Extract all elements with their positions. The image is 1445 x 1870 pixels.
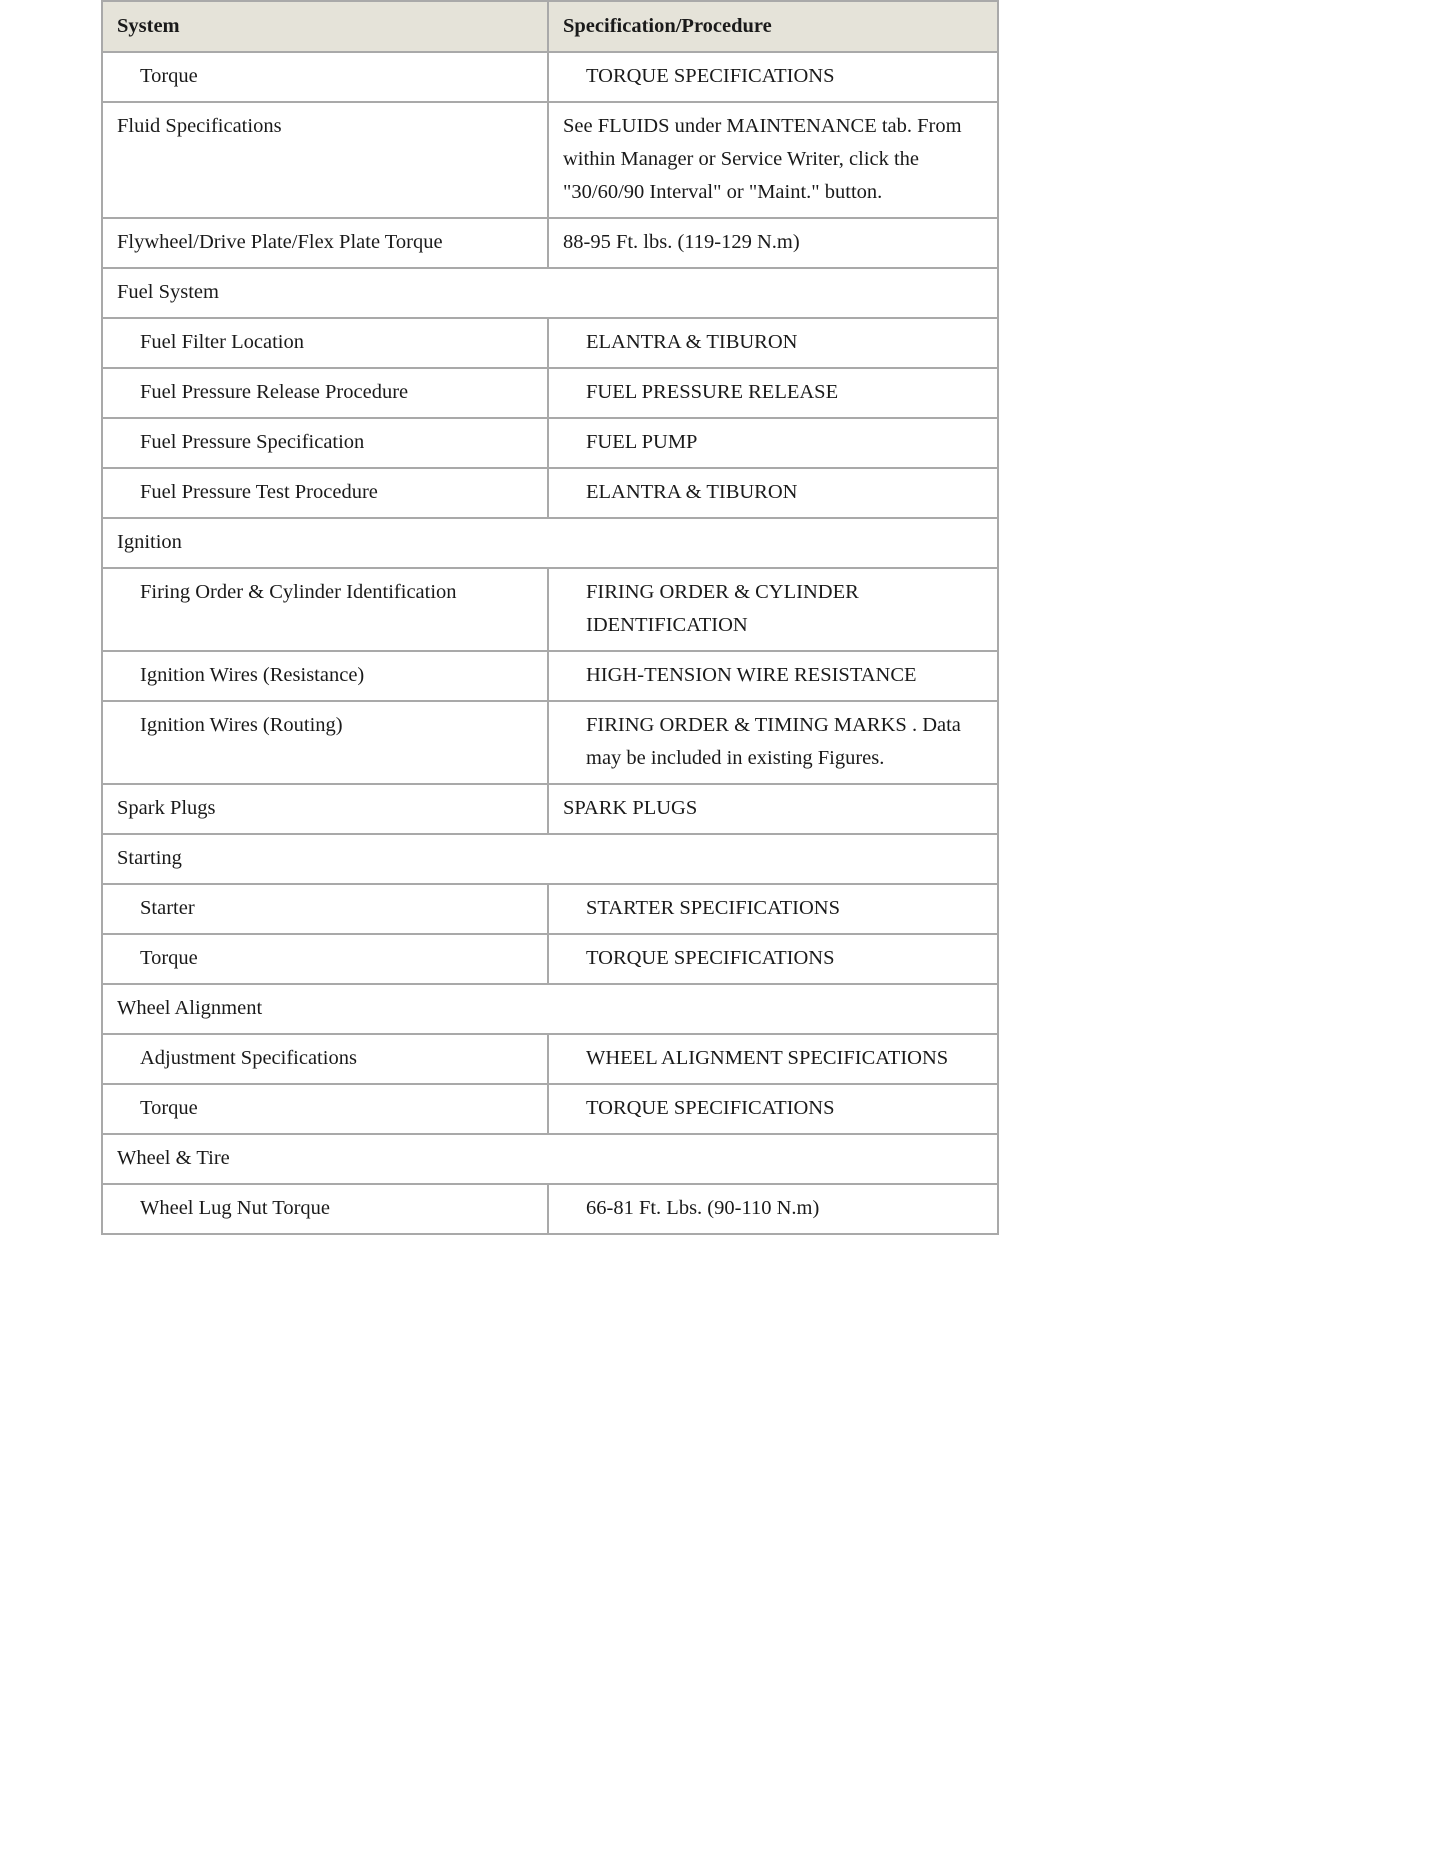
spec-cell: 66-81 Ft. Lbs. (90-110 N.m) (548, 1184, 998, 1234)
section-heading: Wheel & Tire (102, 1134, 998, 1184)
table-row (102, 934, 998, 984)
table-row (102, 318, 998, 368)
system-cell: Torque (102, 1084, 548, 1134)
system-cell: Fluid Specifications (102, 102, 548, 218)
system-cell: Firing Order & Cylinder Identification (102, 568, 548, 651)
system-cell: Spark Plugs (102, 784, 548, 834)
spec-link[interactable]: FIRING ORDER & TIMING MARKS . Data may be included in existing Figures. (548, 701, 998, 784)
system-cell: Torque (102, 934, 548, 984)
system-cell: Flywheel/Drive Plate/Flex Plate Torque (102, 218, 548, 268)
spec-link[interactable]: ELANTRA & TIBURON (548, 318, 998, 368)
spec-cell: See FLUIDS under MAINTENANCE tab. From within Manager or Service Writer, click the "30/60/90 Interval" or "Maint." button. (548, 102, 998, 218)
spec-link[interactable]: TORQUE SPECIFICATIONS (548, 52, 998, 102)
table-row (102, 884, 998, 934)
table-row (102, 1034, 998, 1084)
table-row (102, 52, 998, 102)
table-row (102, 468, 998, 518)
header-specification-procedure: Specification/Procedure (548, 1, 998, 52)
section-heading: Starting (102, 834, 998, 884)
table-row (102, 368, 998, 418)
section-row (102, 518, 998, 568)
spec-link[interactable]: FUEL PRESSURE RELEASE (548, 368, 998, 418)
spec-link[interactable]: ELANTRA & TIBURON (548, 468, 998, 518)
system-cell: Fuel Pressure Test Procedure (102, 468, 548, 518)
section-row (102, 834, 998, 884)
system-cell: Fuel Filter Location (102, 318, 548, 368)
spec-link[interactable]: HIGH-TENSION WIRE RESISTANCE (548, 651, 998, 701)
spec-link[interactable]: FUEL PUMP (548, 418, 998, 468)
table-row (102, 1184, 998, 1234)
header-system: System (102, 1, 548, 52)
spec-link[interactable]: TORQUE SPECIFICATIONS (548, 1084, 998, 1134)
system-cell: Wheel Lug Nut Torque (102, 1184, 548, 1234)
section-row (102, 268, 998, 318)
system-cell: Ignition Wires (Routing) (102, 701, 548, 784)
system-cell: Fuel Pressure Specification (102, 418, 548, 468)
system-cell: Torque (102, 52, 548, 102)
section-heading: Wheel Alignment (102, 984, 998, 1034)
table-row (102, 102, 998, 218)
section-row (102, 1134, 998, 1184)
spec-link[interactable]: STARTER SPECIFICATIONS (548, 884, 998, 934)
system-cell: Starter (102, 884, 548, 934)
spec-cell: 88-95 Ft. lbs. (119-129 N.m) (548, 218, 998, 268)
section-row (102, 984, 998, 1034)
spec-link[interactable]: FIRING ORDER & CYLINDER IDENTIFICATION (548, 568, 998, 651)
section-heading: Ignition (102, 518, 998, 568)
system-cell: Fuel Pressure Release Procedure (102, 368, 548, 418)
spec-link[interactable]: WHEEL ALIGNMENT SPECIFICATIONS (548, 1034, 998, 1084)
specification-table (101, 0, 999, 1235)
table-row (102, 418, 998, 468)
table-row (102, 651, 998, 701)
table-header-row (102, 1, 998, 52)
section-heading: Fuel System (102, 268, 998, 318)
table-row (102, 568, 998, 651)
table-row (102, 1084, 998, 1134)
system-cell: Adjustment Specifications (102, 1034, 548, 1084)
table-row (102, 218, 998, 268)
table-row (102, 784, 998, 834)
spec-link[interactable]: SPARK PLUGS (548, 784, 998, 834)
table-row (102, 701, 998, 784)
system-cell: Ignition Wires (Resistance) (102, 651, 548, 701)
spec-link[interactable]: TORQUE SPECIFICATIONS (548, 934, 998, 984)
